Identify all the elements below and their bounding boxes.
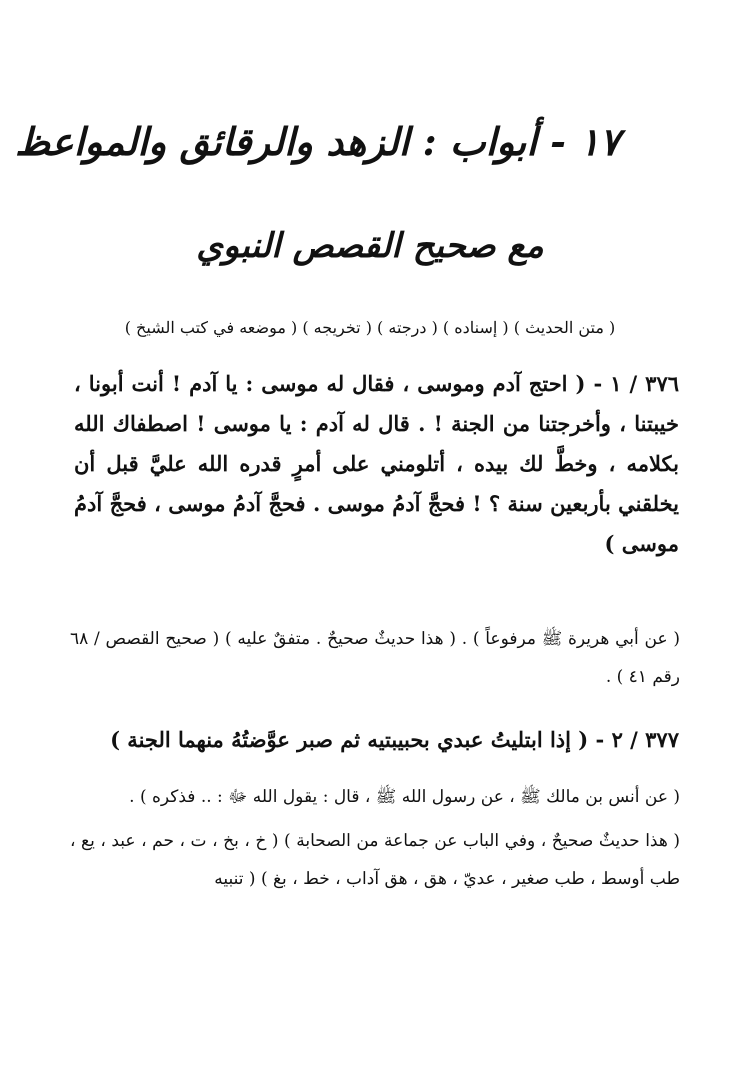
hadith-376-source: ( عن أبي هريرة ﷺ مرفوعاً ) . ( هذا حديثٌ صحيحٌ . متفقٌ عليه ) ( صحيح القصص / ٦٨ رقم ٤١ ) . (70, 629, 680, 687)
hadith-number: ٣٧٧ / ٢ - (595, 727, 679, 752)
hadith-body: ( إذا ابتليتُ عبدي بحبيبتيه ثم صبر عوَّضتُهُ منهما الجنة ) (110, 727, 589, 752)
column-legend: ( متن الحديث ) ( إسناده ) ( درجته ) ( تخريجه ) ( موضعه في كتب الشيخ ) (124, 318, 616, 337)
chapter-subtitle: مع صحيح القصص النبوي (196, 226, 544, 266)
hadith-376-text (74, 364, 679, 564)
hadith-body: ( احتج آدم وموسى ، فقال له موسى : يا آدم ! أنت أبونا ، خيبتنا ، وأخرجتنا من الجنة ! . قال له آدم : يا موسى ! اصطفاك الله بكلامه ، وخطَّ لك بيده ، أتلومني على أمرٍ قدره الله عليَّ قبل أن يخلقني بأربعين سنة ؟ ! فحجَّ آدمُ موسى . فحجَّ آدمُ موسى ، فحجَّ آدمُ موسى ) (74, 371, 679, 556)
hadith-377-text (74, 720, 679, 760)
hadith-377-source: ( عن أنس بن مالك ﷺ ، عن رسول الله ﷺ ، قال : يقول الله ﷻ : .. فذكره ) . (129, 787, 680, 807)
chapter-title: ١٧ - أبواب : الزهد والرقائق والمواعظ (14, 119, 620, 164)
hadith-377-grading: ( هذا حديثٌ صحيحٌ ، وفي الباب عن جماعة من الصحابة ) ( خ ، بخ ، ت ، حم ، عبد ، يع ، طب أوسط ، طب صغير ، عديّ ، هق ، هق آداب ، خط ، بغ ) ( تنبيه (70, 831, 680, 889)
hadith-number: ٣٧٦ / ١ - (593, 371, 680, 396)
